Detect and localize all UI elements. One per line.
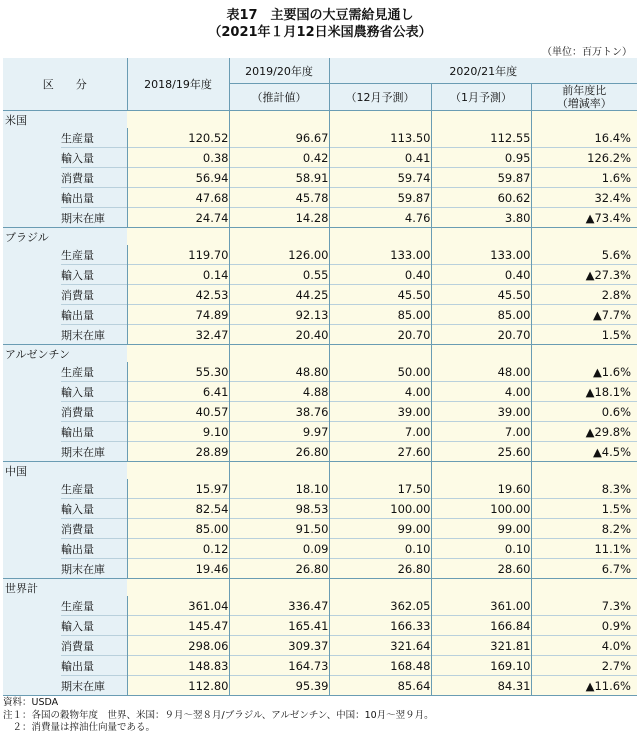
value-cell-v2018: 112.80 (127, 676, 229, 696)
row-item: 輸入量 (61, 616, 127, 636)
value-cell-chg: 7.3% (531, 596, 637, 616)
value-cell-chg: 2.8% (531, 285, 637, 305)
value-cell-chg: 32.4% (531, 188, 637, 208)
row-indent (3, 382, 61, 402)
notes (3, 697, 434, 735)
value-cell-chg: 6.7% (531, 559, 637, 579)
value-cell-v2019: 26.80 (229, 442, 329, 462)
group-name: アルゼンチン (3, 345, 127, 363)
value-cell-dec: 59.87 (329, 188, 431, 208)
value-cell-v2019: 18.10 (229, 479, 329, 499)
value-cell-dec: 321.64 (329, 636, 431, 656)
value-cell-jan: 28.60 (431, 559, 531, 579)
row-item: 輸出量 (61, 305, 127, 325)
group-spacer-cell (531, 462, 637, 480)
value-cell-dec: 166.33 (329, 616, 431, 636)
group-spacer-cell (127, 228, 229, 246)
value-cell-v2019: 44.25 (229, 285, 329, 305)
value-cell-chg: 126.2% (531, 148, 637, 168)
value-cell-v2018: 120.52 (127, 128, 229, 148)
table-row (3, 616, 637, 636)
row-indent (3, 362, 61, 382)
value-cell-v2018: 24.74 (127, 208, 229, 228)
value-cell-jan: 3.80 (431, 208, 531, 228)
row-indent (3, 265, 61, 285)
table-row (3, 422, 637, 442)
note-source: 資料：USDA (3, 697, 59, 708)
value-cell-dec: 168.48 (329, 656, 431, 676)
group-spacer-cell (531, 579, 637, 597)
value-cell-v2018: 9.10 (127, 422, 229, 442)
row-item: 輸出量 (61, 539, 127, 559)
value-cell-v2019: 14.28 (229, 208, 329, 228)
value-cell-dec: 113.50 (329, 128, 431, 148)
value-cell-v2019: 336.47 (229, 596, 329, 616)
row-indent (3, 616, 61, 636)
value-cell-dec: 17.50 (329, 479, 431, 499)
value-cell-v2018: 55.30 (127, 362, 229, 382)
row-item: 生産量 (61, 479, 127, 499)
value-cell-jan: 85.00 (431, 305, 531, 325)
unit-label: （単位：百万トン） (542, 47, 632, 58)
value-cell-jan: 48.00 (431, 362, 531, 382)
row-indent (3, 519, 61, 539)
value-cell-chg: 1.6% (531, 168, 637, 188)
value-cell-dec: 362.05 (329, 596, 431, 616)
note-2: ２：消費量は搾油仕向量である。 (3, 722, 156, 733)
row-item: 輸入量 (61, 265, 127, 285)
value-cell-chg: 16.4% (531, 128, 637, 148)
header-2019-20: 2019/20年度 (229, 58, 329, 84)
row-item: 消費量 (61, 519, 127, 539)
group-name: ブラジル (3, 228, 127, 246)
table-row (3, 148, 637, 168)
group-spacer-cell (329, 228, 431, 246)
value-cell-dec: 20.70 (329, 325, 431, 345)
value-cell-dec: 50.00 (329, 362, 431, 382)
table-title: 表17 主要国の大豆需給見通し (226, 8, 414, 23)
value-cell-v2018: 0.38 (127, 148, 229, 168)
value-cell-v2018: 0.14 (127, 265, 229, 285)
table-row (3, 656, 637, 676)
row-indent (3, 188, 61, 208)
row-indent (3, 245, 61, 265)
row-item: 期末在庫 (61, 208, 127, 228)
group-spacer-cell (329, 462, 431, 480)
table-row (3, 596, 637, 616)
soybean-supply-table (3, 58, 637, 696)
value-cell-dec: 26.80 (329, 559, 431, 579)
value-cell-v2019: 0.42 (229, 148, 329, 168)
table-row (3, 479, 637, 499)
header-2020-21: 2020/21年度 (329, 58, 637, 84)
value-cell-v2018: 119.70 (127, 245, 229, 265)
group-name: 世界計 (3, 579, 127, 597)
value-cell-v2019: 91.50 (229, 519, 329, 539)
value-cell-v2019: 164.73 (229, 656, 329, 676)
value-cell-jan: 0.10 (431, 539, 531, 559)
value-cell-chg: ▲4.5% (531, 442, 637, 462)
group-header-row (3, 579, 637, 597)
group-spacer-cell (431, 228, 531, 246)
row-item: 生産量 (61, 596, 127, 616)
row-indent (3, 402, 61, 422)
table-row (3, 539, 637, 559)
value-cell-jan: 133.00 (431, 245, 531, 265)
value-cell-v2018: 40.57 (127, 402, 229, 422)
value-cell-v2018: 148.83 (127, 656, 229, 676)
value-cell-jan: 361.00 (431, 596, 531, 616)
row-item: 輸出量 (61, 188, 127, 208)
group-name: 米国 (3, 111, 127, 129)
value-cell-jan: 112.55 (431, 128, 531, 148)
group-spacer-cell (431, 345, 531, 363)
table-row (3, 382, 637, 402)
value-cell-chg: 4.0% (531, 636, 637, 656)
note-1: 注１：各国の穀物年度 世界、米国：９月～翌８月/ブラジル、アルゼンチン、中国：10月～翌９月。 (3, 709, 434, 721)
group-spacer-cell (431, 579, 531, 597)
value-cell-dec: 133.00 (329, 245, 431, 265)
value-cell-jan: 25.60 (431, 442, 531, 462)
row-item: 生産量 (61, 128, 127, 148)
value-cell-v2019: 26.80 (229, 559, 329, 579)
group-spacer-cell (229, 228, 329, 246)
group-spacer-cell (329, 111, 431, 129)
value-cell-jan: 84.31 (431, 676, 531, 696)
value-cell-chg: 1.5% (531, 325, 637, 345)
table-row (3, 208, 637, 228)
table-subtitle: （2021年１月12日米国農務省公表） (208, 25, 432, 40)
value-cell-v2019: 96.67 (229, 128, 329, 148)
table-row (3, 676, 637, 696)
row-item: 消費量 (61, 636, 127, 656)
value-cell-v2019: 0.09 (229, 539, 329, 559)
value-cell-jan: 321.81 (431, 636, 531, 656)
value-cell-v2019: 20.40 (229, 325, 329, 345)
group-spacer-cell (531, 345, 637, 363)
value-cell-jan: 39.00 (431, 402, 531, 422)
value-cell-v2018: 28.89 (127, 442, 229, 462)
table-row (3, 285, 637, 305)
group-spacer-cell (127, 579, 229, 597)
value-cell-v2018: 361.04 (127, 596, 229, 616)
group-spacer-cell (531, 228, 637, 246)
group-name: 中国 (3, 462, 127, 480)
row-indent (3, 128, 61, 148)
value-cell-dec: 100.00 (329, 499, 431, 519)
row-indent (3, 208, 61, 228)
row-item: 消費量 (61, 402, 127, 422)
value-cell-dec: 85.00 (329, 305, 431, 325)
group-spacer-cell (431, 111, 531, 129)
group-spacer-cell (329, 345, 431, 363)
group-spacer-cell (127, 462, 229, 480)
value-cell-dec: 85.64 (329, 676, 431, 696)
value-cell-jan: 45.50 (431, 285, 531, 305)
value-cell-dec: 0.41 (329, 148, 431, 168)
value-cell-v2018: 32.47 (127, 325, 229, 345)
group-header-row (3, 462, 637, 480)
value-cell-v2018: 6.41 (127, 382, 229, 402)
table-row (3, 636, 637, 656)
value-cell-v2019: 98.53 (229, 499, 329, 519)
table-row (3, 245, 637, 265)
value-cell-jan: 0.40 (431, 265, 531, 285)
value-cell-v2019: 95.39 (229, 676, 329, 696)
value-cell-chg: 5.6% (531, 245, 637, 265)
table-row (3, 168, 637, 188)
value-cell-chg: ▲27.3% (531, 265, 637, 285)
value-cell-jan: 100.00 (431, 499, 531, 519)
value-cell-dec: 39.00 (329, 402, 431, 422)
group-spacer-cell (229, 462, 329, 480)
value-cell-jan: 169.10 (431, 656, 531, 676)
row-indent (3, 325, 61, 345)
value-cell-v2018: 19.46 (127, 559, 229, 579)
header-2020-21-january: （1月予測） (431, 84, 531, 111)
value-cell-v2019: 165.41 (229, 616, 329, 636)
value-cell-v2019: 4.88 (229, 382, 329, 402)
value-cell-v2018: 82.54 (127, 499, 229, 519)
group-spacer-cell (229, 345, 329, 363)
row-indent (3, 596, 61, 616)
row-indent (3, 442, 61, 462)
value-cell-jan: 19.60 (431, 479, 531, 499)
value-cell-jan: 59.87 (431, 168, 531, 188)
value-cell-dec: 59.74 (329, 168, 431, 188)
group-spacer-cell (329, 579, 431, 597)
group-header-row (3, 228, 637, 246)
value-cell-v2018: 298.06 (127, 636, 229, 656)
row-indent (3, 559, 61, 579)
row-indent (3, 148, 61, 168)
table-row (3, 128, 637, 148)
table-row (3, 265, 637, 285)
value-cell-dec: 4.00 (329, 382, 431, 402)
value-cell-dec: 99.00 (329, 519, 431, 539)
row-item: 期末在庫 (61, 325, 127, 345)
group-spacer-cell (431, 462, 531, 480)
value-cell-v2018: 47.68 (127, 188, 229, 208)
header-2019-20-estimate: （推計値） (229, 84, 329, 111)
row-item: 生産量 (61, 245, 127, 265)
value-cell-v2018: 56.94 (127, 168, 229, 188)
value-cell-chg: 2.7% (531, 656, 637, 676)
value-cell-jan: 60.62 (431, 188, 531, 208)
value-cell-v2018: 145.47 (127, 616, 229, 636)
value-cell-chg: ▲1.6% (531, 362, 637, 382)
row-indent (3, 636, 61, 656)
row-item: 消費量 (61, 168, 127, 188)
value-cell-chg: 0.9% (531, 616, 637, 636)
header-2018-19: 2018/19年度 (127, 58, 229, 111)
value-cell-chg: 11.1% (531, 539, 637, 559)
value-cell-v2018: 74.89 (127, 305, 229, 325)
value-cell-chg: ▲73.4% (531, 208, 637, 228)
value-cell-jan: 0.95 (431, 148, 531, 168)
table-row (3, 305, 637, 325)
value-cell-jan: 166.84 (431, 616, 531, 636)
table-row (3, 442, 637, 462)
table-body (3, 111, 637, 696)
table-row (3, 402, 637, 422)
value-cell-chg: ▲11.6% (531, 676, 637, 696)
value-cell-chg: ▲29.8% (531, 422, 637, 442)
value-cell-jan: 20.70 (431, 325, 531, 345)
group-spacer-cell (127, 111, 229, 129)
value-cell-v2018: 15.97 (127, 479, 229, 499)
value-cell-dec: 0.10 (329, 539, 431, 559)
value-cell-jan: 7.00 (431, 422, 531, 442)
value-cell-v2019: 45.78 (229, 188, 329, 208)
value-cell-jan: 4.00 (431, 382, 531, 402)
value-cell-jan: 99.00 (431, 519, 531, 539)
table-row (3, 188, 637, 208)
group-spacer-cell (531, 111, 637, 129)
row-item: 輸出量 (61, 422, 127, 442)
row-indent (3, 676, 61, 696)
row-item: 輸出量 (61, 656, 127, 676)
value-cell-chg: 8.2% (531, 519, 637, 539)
row-item: 輸入量 (61, 382, 127, 402)
value-cell-chg: 8.3% (531, 479, 637, 499)
row-indent (3, 499, 61, 519)
row-indent (3, 539, 61, 559)
value-cell-v2018: 42.53 (127, 285, 229, 305)
table-row (3, 325, 637, 345)
row-item: 輸入量 (61, 148, 127, 168)
row-indent (3, 479, 61, 499)
value-cell-v2019: 0.55 (229, 265, 329, 285)
row-indent (3, 305, 61, 325)
table-row (3, 559, 637, 579)
row-item: 輸入量 (61, 499, 127, 519)
table-row (3, 362, 637, 382)
row-indent (3, 168, 61, 188)
group-header-row (3, 111, 637, 129)
row-item: 期末在庫 (61, 442, 127, 462)
value-cell-chg: ▲7.7% (531, 305, 637, 325)
value-cell-v2019: 309.37 (229, 636, 329, 656)
value-cell-dec: 45.50 (329, 285, 431, 305)
group-spacer-cell (229, 111, 329, 129)
value-cell-chg: ▲18.1% (531, 382, 637, 402)
group-spacer-cell (127, 345, 229, 363)
header-category: 区 分 (3, 58, 127, 111)
value-cell-v2019: 9.97 (229, 422, 329, 442)
row-indent (3, 656, 61, 676)
value-cell-chg: 0.6% (531, 402, 637, 422)
value-cell-v2019: 38.76 (229, 402, 329, 422)
row-item: 期末在庫 (61, 676, 127, 696)
row-indent (3, 422, 61, 442)
row-item: 期末在庫 (61, 559, 127, 579)
header-2020-21-december: （12月予測） (329, 84, 431, 111)
value-cell-dec: 7.00 (329, 422, 431, 442)
value-cell-dec: 0.40 (329, 265, 431, 285)
value-cell-v2018: 0.12 (127, 539, 229, 559)
value-cell-dec: 27.60 (329, 442, 431, 462)
value-cell-v2019: 126.00 (229, 245, 329, 265)
row-indent (3, 285, 61, 305)
row-item: 生産量 (61, 362, 127, 382)
value-cell-v2019: 58.91 (229, 168, 329, 188)
header-change-rate: 前年度比 （増減率） (531, 84, 637, 111)
value-cell-v2019: 92.13 (229, 305, 329, 325)
table-row (3, 499, 637, 519)
table-row (3, 519, 637, 539)
value-cell-v2018: 85.00 (127, 519, 229, 539)
value-cell-chg: 1.5% (531, 499, 637, 519)
value-cell-v2019: 48.80 (229, 362, 329, 382)
group-header-row (3, 345, 637, 363)
group-spacer-cell (229, 579, 329, 597)
row-item: 消費量 (61, 285, 127, 305)
value-cell-dec: 4.76 (329, 208, 431, 228)
